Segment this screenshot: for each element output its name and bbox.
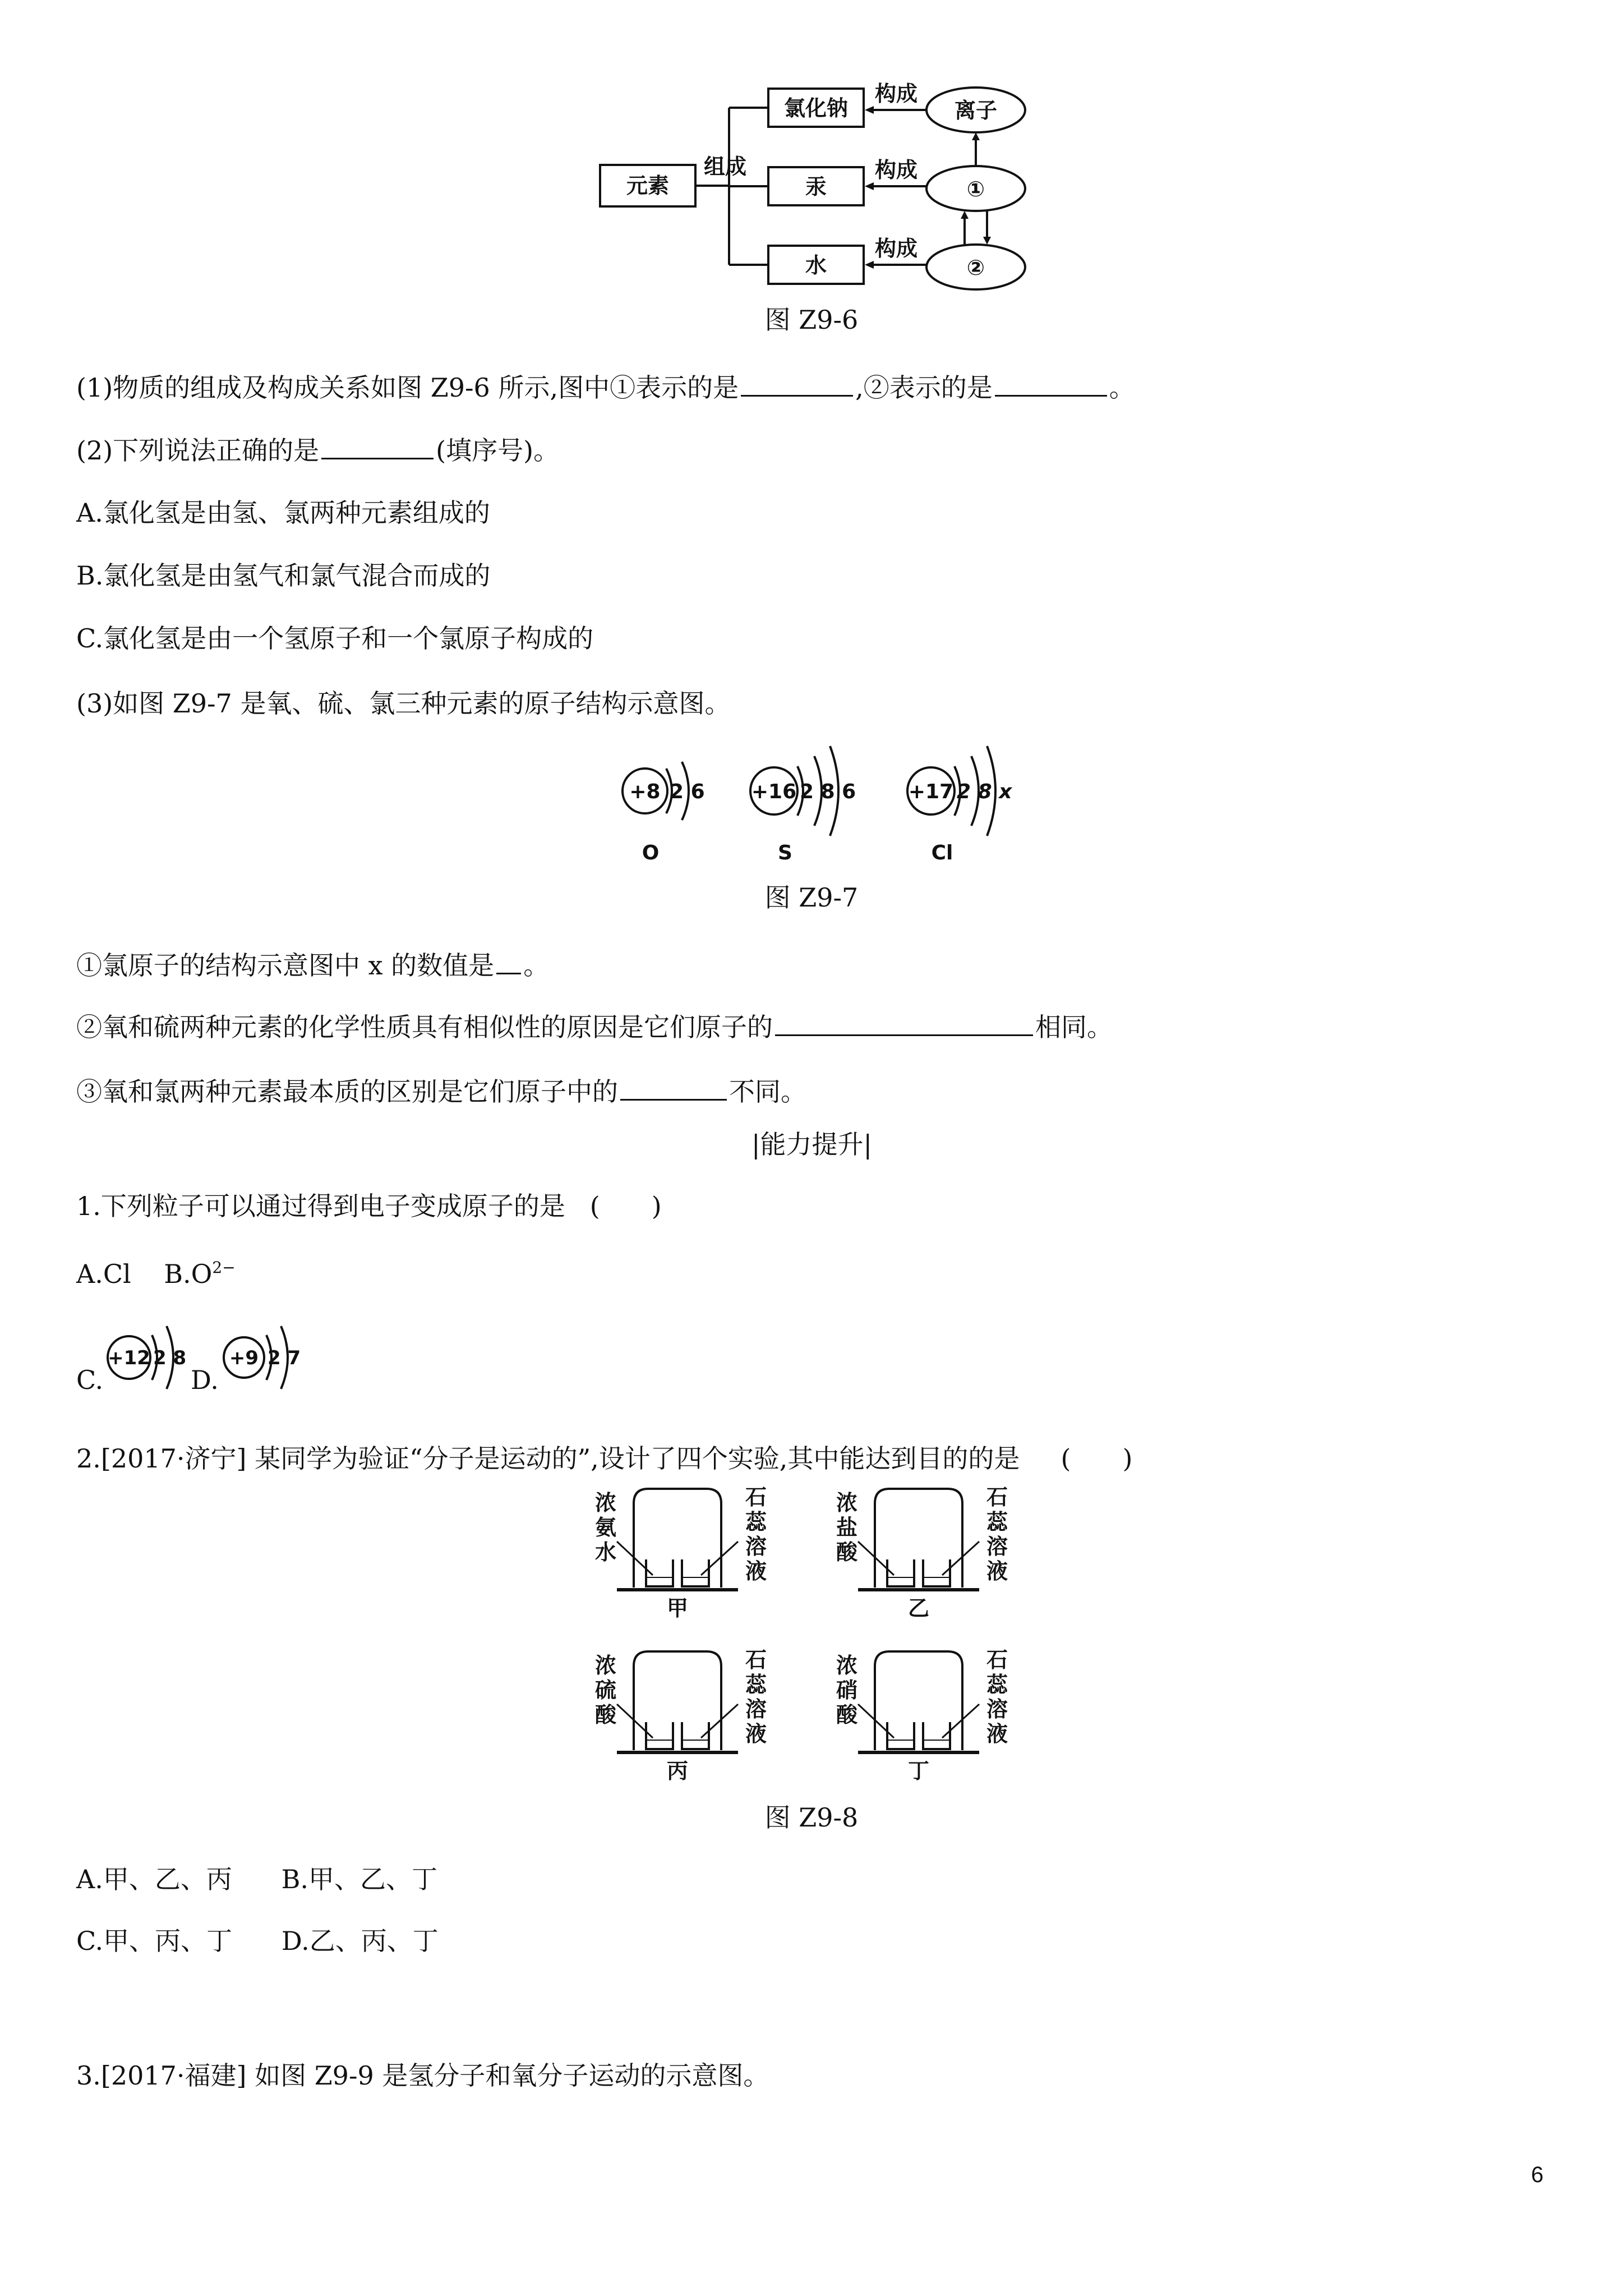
- figure-z9-6-caption: 图 Z9-6: [764, 305, 859, 335]
- o-nucleus-charge: +8: [629, 780, 661, 803]
- indicator-char-3-4: 液: [745, 1722, 767, 1746]
- q1-sub1: ①氯原子的结构示意图中 x 的数值是 。: [76, 948, 549, 982]
- indicator-char-2-3: 溶: [986, 1534, 1008, 1559]
- pointer-right-3: [701, 1704, 738, 1738]
- mc2-options-ab: [76, 1862, 437, 1896]
- reagent-char-1-2: 氨: [594, 1515, 617, 1540]
- f-shells: 2 7: [268, 1347, 301, 1369]
- figure-z9-7-caption: 图 Z9-7: [764, 882, 859, 913]
- mc2-options-cd: [76, 1924, 439, 1958]
- answer-blank-4[interactable]: [496, 948, 521, 974]
- s-symbol: S: [778, 841, 792, 864]
- reagent-char-1-3: 水: [594, 1540, 617, 1565]
- pointer-right-4: [942, 1704, 979, 1738]
- mc2-answer-paren[interactable]: ( ): [1061, 1443, 1133, 1474]
- reagent-char-4-3: 酸: [836, 1703, 858, 1727]
- mc1-stem: 1.下列粒子可以通过得到电子变成原子的是 ( ): [76, 1191, 662, 1221]
- reagent-char-3-1: 浓: [594, 1653, 617, 1678]
- experiment-1: [595, 1485, 767, 1621]
- answer-blank-6[interactable]: [620, 1074, 727, 1101]
- mg-nucleus-charge: +12: [108, 1347, 150, 1369]
- mc1-options-ab: [76, 1251, 236, 1291]
- indicator-char-3-3: 溶: [745, 1697, 767, 1722]
- constitute-label-3: 构成: [874, 236, 918, 261]
- beaker-right-4: [923, 1722, 950, 1749]
- experiment-3: [595, 1648, 767, 1783]
- indicator-char-1-1: 石: [745, 1485, 767, 1510]
- experiment-name-4: 丁: [907, 1759, 930, 1783]
- element-label: 元素: [626, 173, 670, 198]
- mc2-option-d: D.乙、丙、丁: [281, 1926, 439, 1956]
- mark2-label: ②: [966, 255, 985, 280]
- q1-part1: (1)物质的组成及构成关系如图 Z9-6 所示,图中①表示的是 ,②表示的是 。: [76, 370, 1135, 404]
- mc3-stem: 3.[2017·福建] 如图 Z9-9 是氢分子和氧分子运动的示意图。: [76, 2060, 769, 2091]
- mc1-answer-paren[interactable]: ( ): [589, 1191, 662, 1221]
- answer-blank-1[interactable]: [741, 370, 853, 397]
- water-label: 水: [805, 253, 827, 278]
- q1-part3: (3)如图 Z9-7 是氧、硫、氯三种元素的原子结构示意图。: [76, 688, 731, 719]
- option-a: A.氯化氢是由氢、氯两种元素组成的: [76, 498, 490, 528]
- beaker-right-1: [682, 1559, 709, 1586]
- page-number: 6: [1531, 2162, 1544, 2187]
- reagent-char-3-2: 硫: [594, 1678, 617, 1703]
- q1-sub2: ②氧和硫两种元素的化学性质具有相似性的原因是它们原子的 相同。: [76, 1010, 1113, 1044]
- option-c: C.氯化氢是由一个氢原子和一个氯原子构成的: [76, 623, 594, 654]
- mc2-option-b: B.甲、乙、丁: [281, 1864, 438, 1894]
- figure-z9-7: [606, 729, 1032, 881]
- mc2-stem: 2.[2017·济宁] 某同学为验证“分子是运动的”,设计了四个实验,其中能达到目的的是 ( ): [76, 1443, 1133, 1474]
- reagent-char-2-3: 酸: [836, 1540, 858, 1565]
- cl-symbol: Cl: [931, 841, 953, 864]
- q1-part2: (2)下列说法正确的是 (填序号)。: [76, 433, 559, 467]
- cl-shells: 2 8 x: [957, 780, 1012, 803]
- reagent-char-4-2: 硝: [836, 1678, 858, 1703]
- reagent-char-2-1: 浓: [836, 1490, 858, 1515]
- answer-blank-3[interactable]: [321, 433, 434, 459]
- indicator-char-4-2: 蕊: [986, 1672, 1008, 1697]
- pointer-right-2: [942, 1542, 979, 1575]
- o-shells: 2 6: [670, 780, 705, 803]
- indicator-char-1-2: 蕊: [745, 1510, 767, 1534]
- reagent-char-3-3: 酸: [594, 1703, 617, 1727]
- mc1-option-c-label: C.: [76, 1365, 104, 1395]
- indicator-char-1-4: 液: [745, 1559, 767, 1584]
- nacl-label: 氯化钠: [783, 96, 849, 121]
- composed-label: 组成: [704, 154, 747, 179]
- pointer-right-1: [701, 1542, 738, 1575]
- experiment-2: [836, 1485, 1008, 1621]
- ion-label: 离子: [954, 98, 998, 123]
- indicator-char-4-4: 液: [986, 1722, 1008, 1746]
- mc1-option-a: A.Cl: [76, 1259, 131, 1289]
- s-nucleus-charge: +16: [751, 780, 797, 803]
- figure-z9-8: [594, 1481, 1043, 1795]
- mc2-option-c: C.甲、丙、丁: [76, 1926, 233, 1956]
- figure-z9-6: [589, 79, 1049, 303]
- f-nucleus-charge: +9: [229, 1347, 259, 1369]
- experiment-name-2: 乙: [907, 1596, 930, 1621]
- beaker-right-3: [682, 1722, 709, 1749]
- indicator-char-4-1: 石: [986, 1648, 1008, 1672]
- indicator-char-3-1: 石: [745, 1648, 767, 1672]
- s-shells: 2 8 6: [800, 780, 856, 803]
- experiment-4: [836, 1648, 1008, 1783]
- reagent-char-4-1: 浓: [836, 1653, 858, 1678]
- mc1-atoms: [104, 1307, 317, 1408]
- experiment-name-1: 甲: [666, 1596, 689, 1621]
- indicator-char-3-2: 蕊: [745, 1672, 767, 1697]
- indicator-char-1-3: 溶: [745, 1534, 767, 1559]
- section-heading: |能力提升|: [751, 1129, 872, 1159]
- mark1-label: ①: [966, 177, 985, 201]
- reagent-char-2-2: 盐: [836, 1515, 858, 1540]
- answer-blank-5[interactable]: [775, 1010, 1033, 1036]
- indicator-char-4-3: 溶: [986, 1697, 1008, 1722]
- o-symbol: O: [642, 841, 660, 864]
- indicator-char-2-2: 蕊: [986, 1510, 1008, 1534]
- constitute-label-2: 构成: [874, 158, 918, 182]
- answer-blank-2[interactable]: [995, 370, 1107, 397]
- beaker-right-2: [923, 1559, 950, 1586]
- mc1-option-b: $B.O^{2-}$: [164, 1258, 236, 1289]
- q1-sub3: ③氧和氯两种元素最本质的区别是它们原子中的 不同。: [76, 1074, 806, 1108]
- indicator-char-2-4: 液: [986, 1559, 1008, 1584]
- mc1-option-d-label: D.: [191, 1365, 219, 1395]
- option-b: B.氯化氢是由氢气和氯气混合而成的: [76, 560, 491, 591]
- mc2-option-a: A.甲、乙、丙: [76, 1864, 232, 1894]
- mg-shells: 2 8: [153, 1347, 187, 1369]
- experiment-name-3: 丙: [666, 1759, 689, 1783]
- figure-z9-8-caption: 图 Z9-8: [764, 1802, 859, 1833]
- indicator-char-2-1: 石: [986, 1485, 1008, 1510]
- cl-nucleus-charge: +17: [908, 780, 954, 803]
- reagent-char-1-1: 浓: [594, 1490, 617, 1515]
- mercury-label: 汞: [805, 174, 827, 199]
- constitute-label-1: 构成: [874, 81, 918, 106]
